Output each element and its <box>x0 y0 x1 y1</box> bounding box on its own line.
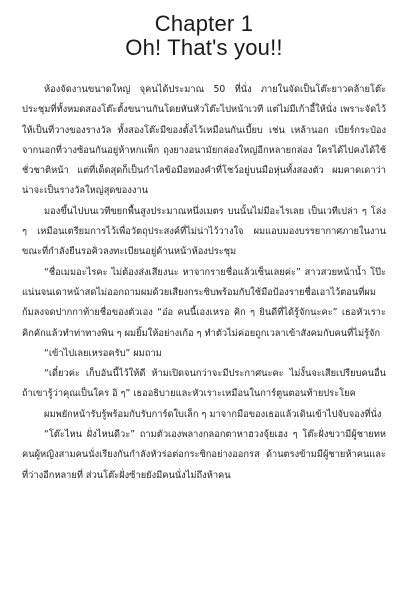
chapter-number: Chapter 1 <box>154 11 254 36</box>
paragraph: “โต๊ะไหน ฝั่งไหนดีวะ” ถามตัวเองพลางกลอกตาหาฮวงจุ้ยเฮง ๆ โต๊ะฝั่งขวามีผู้ชายทหคนผู้หญิงสามคนนั่งเรียงกันกำลังหัวร่อต่อกระซิกอย่างออกรส ด้านตรงข้ามมีผู้ชายห้าคนและที่ว่างอีกหลายที่ ส่วนโต๊ะฝั่งซ้ายยังมีคนนั่งไม่ถึงห้าคน <box>22 429 386 481</box>
paragraph: ผมพยักหน้ารับรู้พร้อมกับรับการ์ดใบเล็ก ๆ มาจากมือของเธอแล้วเดินเข้าไปจับจองที่นั่ง <box>44 408 382 420</box>
chapter-title: Oh! That's you!! <box>125 35 283 60</box>
paragraph: มองขึ้นไปบนเวทีขยกพื้นสูงประมาณหนึ่งเมตร บนนั้นไม่มีอะไรเลย เป็นเวทีเปล่า ๆ โล่ง ๆ เหมือนเตรียมการไว้เพื่อวัตถุประสงค์ที่ไม่น่าไว้วางใจ ผมแอบมองบรรยากาศภายในงานขณะที่กำลังยืนรอคิวลงทะเบียนอยู่ด้านหน้าห้องประชุม <box>22 205 386 258</box>
chapter-body <box>22 80 386 486</box>
paragraph: “ชื่อเมมอะไรคะ ไม่ต้องส่งเสียงนะ หาจากรายชื่อแล้วเซ็นเลยค่ะ” สาวสวยหน้าน้ำ โป๊ะแน่นจนเดาหน้าสดไม่ออกถามผมด้วยเสียงกระซิบพร้อมกับใช้มือป้องรายชื่อเอาไว้ตอนที่ผมก้มลงจดปากกาท้ายชื่อของตัวเอง “อ๋อ คนนี้เองเหรอ คิก ๆ ยินดีที่ได้รู้จักนะคะ” เธอหัวเราะคิกคักแล้วทำท่าทางพิน ๆ ผมยิ้มให้อย่างเก้อ ๆ ทำตัวไม่ค่อยถูกเวลาเข้าสังคมกับคนที่ไม่รู้จัก <box>22 266 386 339</box>
paragraph: ห้องจัดงานขนาดใหญ่ จุคนได้ประมาณ 50 ที่นั่ง ภายในจัดเป็นโต๊ะยาวคล้ายโต๊ะประชุมที่ทั้งหมดสองโต๊ะตั้งขนานกันโดยหันหัวโต๊ะไปหน้าเวที แต่ไม่มีเก้าอี้ให้นั่ง เพราะจัดไว้ให้เป็นที่วางของรางวัล ทั้งสองโต๊ะมีของตั้งไว้เหมือนกันเบี้ยบ เช่น เหล้านอก เบียร์กระป๋องจากนอกที่วางซ้อนกันอยู่ห้าหกแพ็ก ถุงยางอนามัยกล่องใหญ่อีกหลายกล่อง ใครได้ไปคงได้ใช้ชั่วชาติหน้า แต่ที่เด็ดสุดก็เป็นกำไลข้อมือทองคำที่โชว์อยู่บนมือหุ่นทั้งสองตัว ผมคาดเดาว่าน่าจะเป็นรางวัลใหญ่สุดของงาน <box>22 84 386 197</box>
paragraph: “เดี๋ยวค่ะ เก็บอันนี้ไว้ให้ดี ห้ามเปิดจนกว่าจะมีประกาศนะคะ ไม่งั้นจะเสียเปรียบคนอื่นถ้าเขารู้ว่าคุณเป็นใคร อิ ๆ” เธออธิบายและหัวเราะเหมือนในการ์ตูนตอนท้ายประโยค <box>22 368 386 400</box>
paragraph: “เข้าไปเลยเหรอครับ” ผมถาม <box>44 347 162 359</box>
chapter-heading <box>22 12 386 60</box>
